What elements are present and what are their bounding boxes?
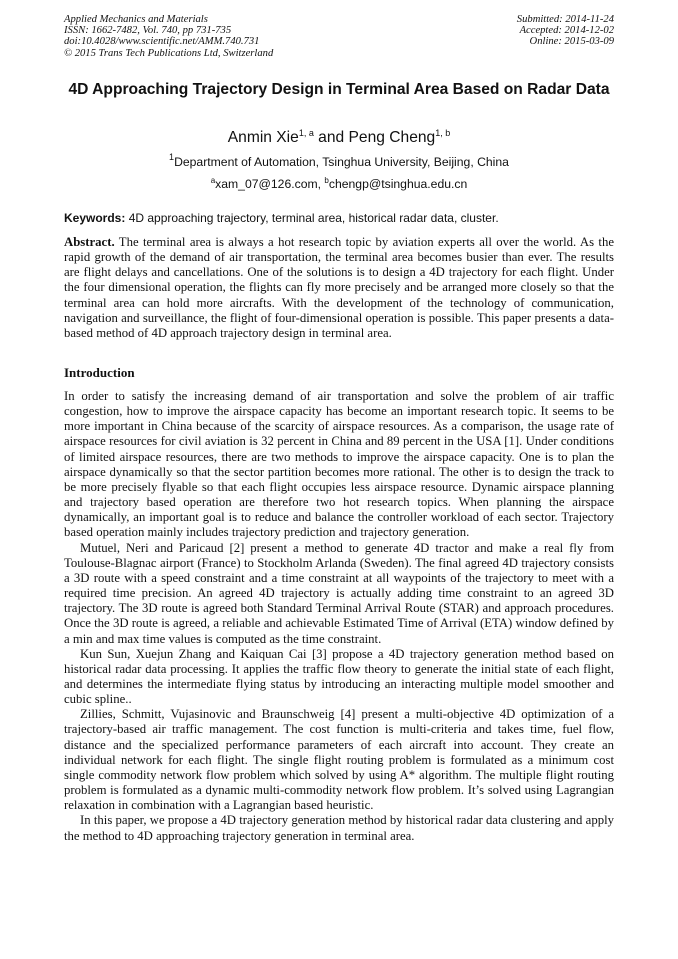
keywords [64, 211, 614, 226]
author-2: Peng Cheng [348, 129, 436, 146]
journal-doi[interactable]: doi:10.4028/www.scientific.net/AMM.740.731 [64, 36, 260, 48]
author-1: Anmin Xie [227, 129, 299, 146]
online-date: Online: 2015-03-09 [529, 36, 614, 48]
author-emails [64, 177, 614, 192]
paragraph: Kun Sun, Xuejun Zhang and Kaiquan Cai [3] propose a 4D trajectory generation method based on historical radar data processing. It applies the traffic flow theory to generate the initial state of each flight, and determines the intermediate flying status by introducing an interacting multiple model smoother and cubic spline.. [64, 646, 614, 707]
abstract-text: The terminal area is always a hot research topic by aviation experts all over the world. As the rapid growth of the demand of air transportation, the terminal area becomes busier than ever. The results are flight delays and cancellations. One of the solutions is to design a 4D trajectory for each flight. Under the four dimensional operation, the flights can fly more precisely and be arranged more closely so that the terminal area can hold more aircrafts. With the development of the technology of communication, navigation and surveillance, the flight of four-dimensional operation is possible. This paper presents a data-based method of 4D approach trajectory design in terminal area. [64, 235, 614, 340]
author-and: and [313, 129, 349, 146]
author-1-affil: 1, a [298, 128, 314, 138]
paragraph: Mutuel, Neri and Paricaud [2] present a method to generate 4D tractor and make a real fly from Toulouse-Blagnac airport (France) to Stockholm Arlanda (Sweden). The final agreed 4D trajectory consists a 3D route with a speed constraint and a time constraint at all waypoints of the trajectory to meet with a required time precision. An agreed 4D trajectory is actually adding time constraint to an agreed 3D trajectory. The 3D route is agreed both Standard Terminal Arrival Route (STAR) and approach procedures. Once the 3D route is agreed, a reliable and achievable Estimated Time of Arrival (ETA) window defined by a min and max time values is computed as the time constraint. [64, 540, 614, 646]
journal-name: Applied Mechanics and Materials [64, 14, 208, 25]
affiliation-number: 1 [169, 152, 175, 162]
paragraph: In this paper, we propose a 4D trajectory generation method by historical radar data clustering and apply the method to 4D approaching trajectory generation in terminal area. [64, 813, 614, 843]
paragraph: Zillies, Schmitt, Vujasinovic and Braunschweig [4] present a multi-objective 4D optimization of a trajectory-based air traffic management. The cost function is multi-criteria and takes time, fuel flow, distance and the specialized performance parameters of each aircraft into account. They create an individual network for each flight. The single flight routing problem is formulated as a minimum cost single commodity network flow problem which solved by using A* algorithm. The multiple flight routing problem is formulated as a dynamic multi-commodity network flow problem. It’s solved using Lagrangian relaxation in combination with a Lagrangian based heuristic. [64, 707, 614, 813]
journal-copyright: © 2015 Trans Tech Publications Ltd, Switzerland [64, 47, 274, 59]
section-heading-introduction: Introduction [64, 365, 135, 380]
journal-info [64, 14, 344, 59]
keywords-label: Keywords: [64, 211, 126, 225]
affiliation [64, 152, 614, 170]
paragraph: In order to satisfy the increasing demand of air transportation and solve the problem of air traffic congestion, how to improve the airspace capacity has become an important research topic. It seems to be more important in China because of the scarcity of airspace resources. As a comparison, the usage rate of airspace resources for civil aviation is 32 percent in China and 89 percent in the USA [1]. Under conditions of limited airspace resources, there are two methods to improve the airspace capacity. One is to plan the airspace dynamically so that the sector partition becomes more rational. The other is to design the track to be more precisely flyable so that each flight occupies less airspace resource. Dynamic airspace planning and trajectory based operation are therefore two hot research topics. When planning the airspace dynamically, an important goal is to reduce and balance the controller workload of each sector. Trajectory based operation mainly includes trajectory prediction and trajectory generation. [64, 389, 614, 540]
email-b[interactable]: chengp@tsinghua.edu.cn [328, 177, 468, 191]
publication-dates [374, 14, 614, 48]
abstract [64, 235, 614, 341]
author-line [64, 128, 614, 148]
abstract-label: Abstract. [64, 235, 115, 249]
keywords-text: 4D approaching trajectory, terminal area, historical radar data, cluster. [125, 211, 499, 225]
journal-issn: ISSN: 1662-7482, Vol. 740, pp 731-735 [64, 25, 232, 37]
author-2-affil: 1, b [435, 128, 451, 138]
introduction-body [64, 389, 614, 844]
email-a[interactable]: xam_07@126.com, [215, 177, 325, 191]
email-a-mark: a [210, 176, 216, 185]
accepted-date: Accepted: 2014-12-02 [519, 25, 614, 37]
email-b-mark: b [324, 176, 329, 185]
affiliation-text: Department of Automation, Tsinghua University, Beijing, China [174, 155, 509, 169]
submitted-date: Submitted: 2014-11-24 [516, 14, 614, 25]
paper-title: 4D Approaching Trajectory Design in Terminal Area Based on Radar Data [68, 81, 610, 98]
